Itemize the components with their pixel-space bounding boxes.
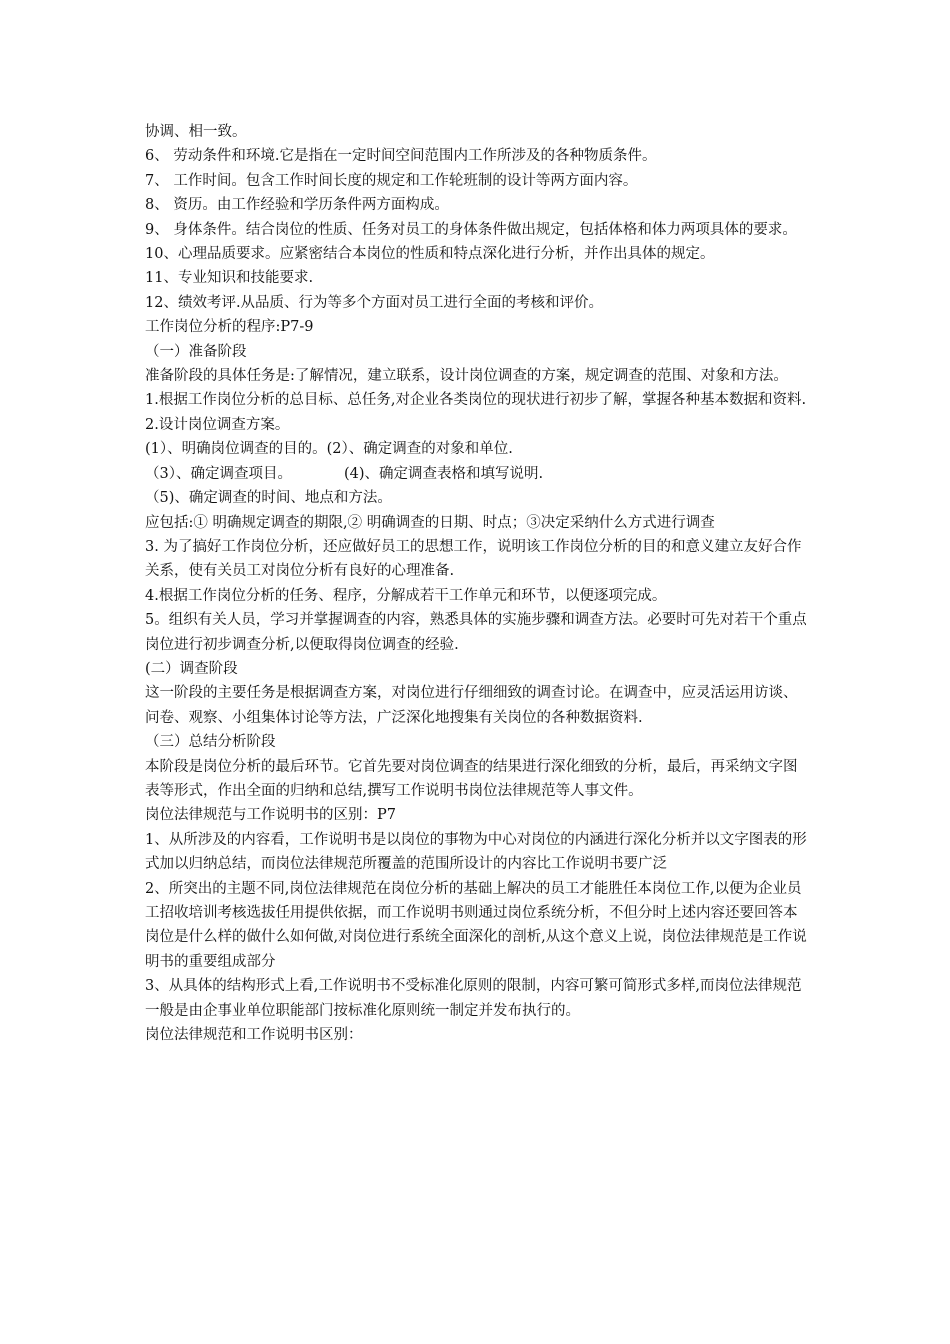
paragraph: （5)、确定调查的时间、地点和方法。	[145, 490, 392, 507]
list-item: 10、心理品质要求。应紧密结合本岗位的性质和特点深化进行分析，并作出具体的规定。	[145, 246, 715, 263]
list-item: 11、专业知识和技能要求.	[145, 270, 314, 287]
document-body	[145, 120, 810, 1047]
paragraph: (1）、明确岗位调查的目的。(2）、确定调查的对象和单位.	[145, 441, 513, 458]
list-item: 9、 身体条件。结合岗位的性质、任务对员工的身体条件做出规定，包括体格和体力两项具体的要求。	[145, 221, 797, 238]
paragraph: 3、从具体的结构形式上看,工作说明书不受标准化原则的限制，内容可繁可简形式多样,而岗位法律规范一般是由企事业单位职能部门按标准化原则统一制定并发布执行的。	[145, 978, 802, 1019]
paragraph: 2、所突出的主题不同,岗位法律规范在岗位分析的基础上解决的员工才能胜任本岗位工作,以便为企业员工招收培训考核选拔任用提供依据，而工作说明书则通过岗位系统分析，不但分时上述内容还要回答本岗位是什么样的做什么如何做,对岗位进行系统全面深化的剖析,从这个意义上说，岗位法律规范是工作说明书的重要组成部分	[145, 880, 807, 970]
list-item: 7、 工作时间。包含工作时间长度的规定和工作轮班制的设计等两方面内容。	[145, 172, 638, 189]
paragraph	[145, 462, 810, 486]
paragraph: 本阶段是岗位分析的最后环节。它首先要对岗位调查的结果进行深化细致的分析，最后，再采纳文字图表等形式，作出全面的归纳和总结,撰写工作说明书岗位法律规范等人事文件。	[145, 758, 798, 799]
paragraph: 2.设计岗位调查方案。	[145, 416, 290, 433]
list-item: 12、绩效考评.从品质、行为等多个方面对员工进行全面的考核和评价。	[145, 294, 604, 311]
section-heading: 工作岗位分析的程序:P7-9	[145, 319, 314, 336]
paragraph: 1.根据工作岗位分析的总目标、总任务,对企业各类岗位的现状进行初步了解，掌握各种基本数据和资料.	[145, 392, 807, 409]
paragraph: 准备阶段的具体任务是:了解情况，建立联系，设计岗位调查的方案，规定调查的范围、对象和方法。	[145, 368, 788, 385]
paragraph: 4.根据工作岗位分析的任务、程序，分解成若干工作单元和环节，以便逐项完成。	[145, 587, 667, 604]
step-item: (4)、确定调查表格和填写说明.	[343, 465, 544, 482]
subsection-heading: （三）总结分析阶段	[145, 734, 276, 751]
paragraph: 应包括:① 明确规定调查的期限,② 明确调查的日期、时点；③决定采纳什么方式进行调查	[145, 514, 715, 531]
list-item: 6、 劳动条件和环境.它是指在一定时间空间范围内工作所涉及的各种物质条件。	[145, 148, 657, 165]
paragraph: 协调、相一致。	[145, 124, 247, 140]
paragraph: 5。组织有关人员，学习并掌握调查的内容，熟悉具体的实施步骤和调查方法。必要时可先对若干个重点岗位进行初步调查分析,以便取得岗位调查的经验.	[145, 612, 807, 653]
paragraph: 3. 为了搞好工作岗位分析，还应做好员工的思想工作，说明该工作岗位分析的目的和意义建立友好合作关系，使有关员工对岗位分析有良好的心理准备.	[145, 538, 802, 580]
section-heading: 岗位法律规范与工作说明书的区别：P7	[145, 807, 396, 824]
paragraph: 1、从所涉及的内容看，工作说明书是以岗位的事物为中心对岗位的内涵进行深化分析并以文字图表的形式加以归纳总结，而岗位法律规范所覆盖的范围所设计的内容比工作说明书要广泛	[145, 831, 807, 873]
subsection-heading: (二）调查阶段	[145, 660, 238, 677]
step-item: （3）、确定调查项目。	[145, 465, 292, 482]
paragraph: 这一阶段的主要任务是根据调查方案，对岗位进行仔细细致的调查讨论。在调查中，应灵活运用访谈、问卷、观察、小组集体讨论等方法，广泛深化地搜集有关岗位的各种数据资料.	[145, 685, 798, 726]
subsection-heading: （一）准备阶段	[145, 343, 247, 360]
section-heading: 岗位法律规范和工作说明书区别：	[145, 1027, 363, 1044]
list-item: 8、 资历。由工作经验和学历条件两方面构成。	[145, 197, 449, 214]
